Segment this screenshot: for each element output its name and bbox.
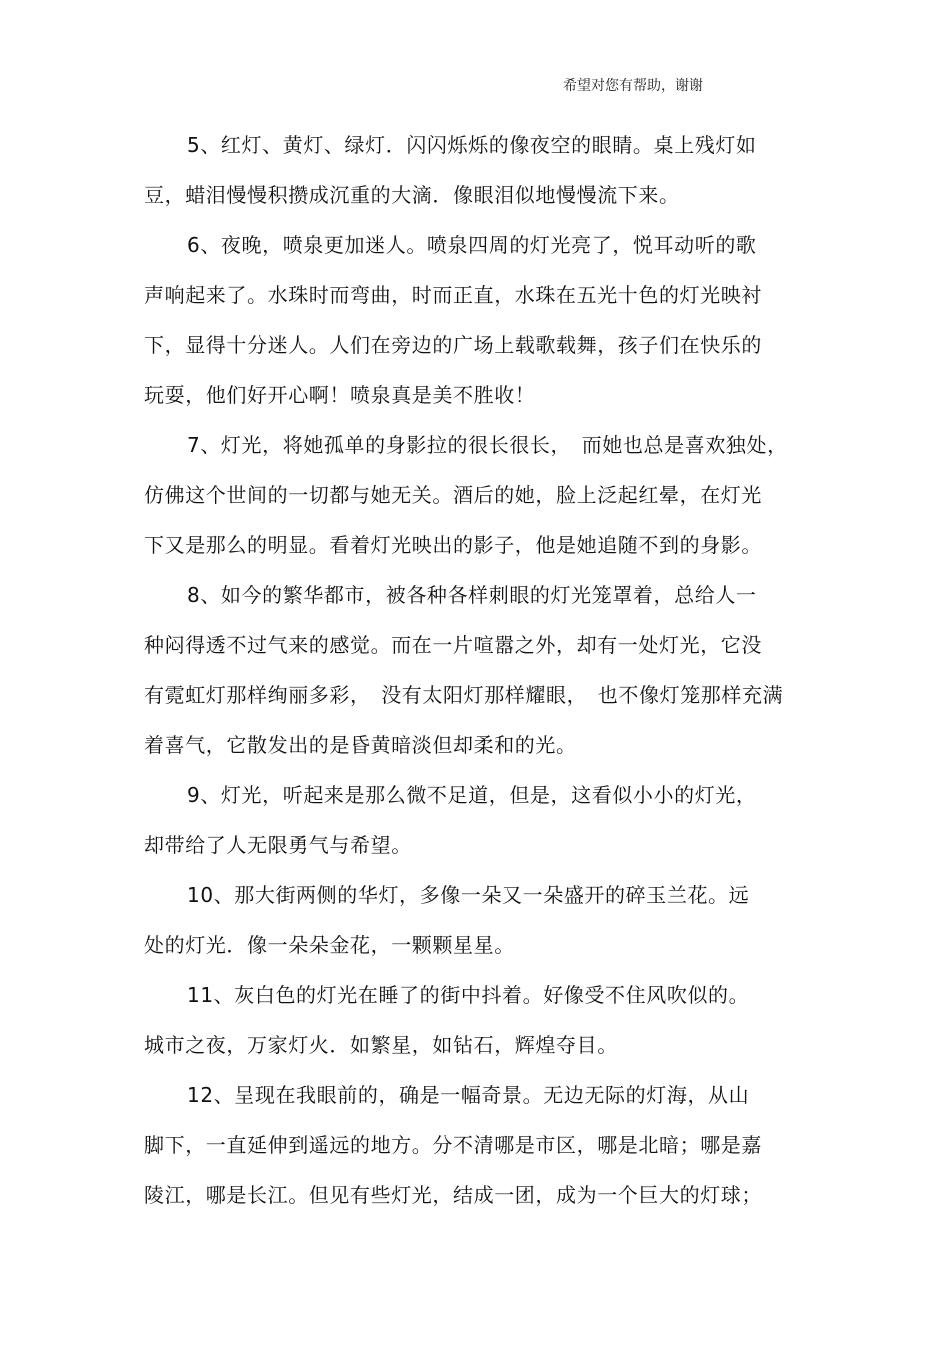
paragraph-line: 豆，蜡泪慢慢积攒成沉重的大滴．像眼泪似地慢慢流下来。 xyxy=(144,183,680,207)
paragraph-line: 城市之夜，万家灯火．如繁星，如钻石，辉煌夺目。 xyxy=(144,1033,618,1057)
paragraph-line: 脚下，一直延伸到遥远的地方。分不清哪是市区，哪是北暗；哪是嘉 xyxy=(144,1133,762,1157)
paragraph-line: 下，显得十分迷人。人们在旁边的广场上载歌载舞，孩子们在快乐的 xyxy=(144,333,762,357)
paragraph-line: 处的灯光．像一朵朵金花，一颗颗星星。 xyxy=(144,933,515,957)
paragraph-first-line: 11、灰白色的灯光在睡了的街中抖着。好像受不住风吹似的。 xyxy=(187,983,750,1007)
paragraph-first-line: 8、如今的繁华都市，被各种各样刺眼的灯光笼罩着，总给人一 xyxy=(187,583,757,607)
paragraph-first-line: 5、红灯、黄灯、绿灯．闪闪烁烁的像夜空的眼睛。桌上残灯如 xyxy=(187,133,757,157)
paragraph-line: 声响起来了。水珠时而弯曲，时而正直，水珠在五光十色的灯光映衬 xyxy=(144,283,762,307)
paragraph-line: 却带给了人无限勇气与希望。 xyxy=(144,833,412,857)
paragraph-first-line: 7、灯光，将她孤单的身影拉的很长很长， 而她也总是喜欢独处， xyxy=(187,433,788,457)
paragraph-line: 仿佛这个世间的一切都与她无关。酒后的她，脸上泛起红晕，在灯光 xyxy=(144,483,762,507)
paragraph-line: 着喜气，它散发出的是昏黄暗淡但却柔和的光。 xyxy=(144,733,577,757)
header-note: 希望对您有帮助，谢谢 xyxy=(563,78,703,94)
paragraph-first-line: 10、那大街两侧的华灯，多像一朵又一朵盛开的碎玉兰花。远 xyxy=(187,883,750,907)
paragraph-line: 种闷得透不过气来的感觉。而在一片喧嚣之外，却有一处灯光，它没 xyxy=(144,633,762,657)
paragraph-line: 下又是那么的明显。看着灯光映出的影子，他是她追随不到的身影。 xyxy=(144,533,762,557)
paragraph-line: 有霓虹灯那样绚丽多彩， 没有太阳灯那样耀眼， 也不像灯笼那样充满 xyxy=(144,683,784,707)
paragraph-first-line: 6、夜晚，喷泉更加迷人。喷泉四周的灯光亮了，悦耳动听的歌 xyxy=(187,233,757,257)
paragraph-line: 陵江，哪是长江。但见有些灯光，结成一团，成为一个巨大的灯球； xyxy=(144,1183,762,1207)
paragraph-first-line: 9、灯光，听起来是那么微不足道，但是，这看似小小的灯光， xyxy=(187,783,757,807)
paragraph-first-line: 12、呈现在我眼前的，确是一幅奇景。无边无际的灯海，从山 xyxy=(187,1083,750,1107)
paragraph-line: 玩耍，他们好开心啊！喷泉真是美不胜收！ xyxy=(144,383,536,407)
